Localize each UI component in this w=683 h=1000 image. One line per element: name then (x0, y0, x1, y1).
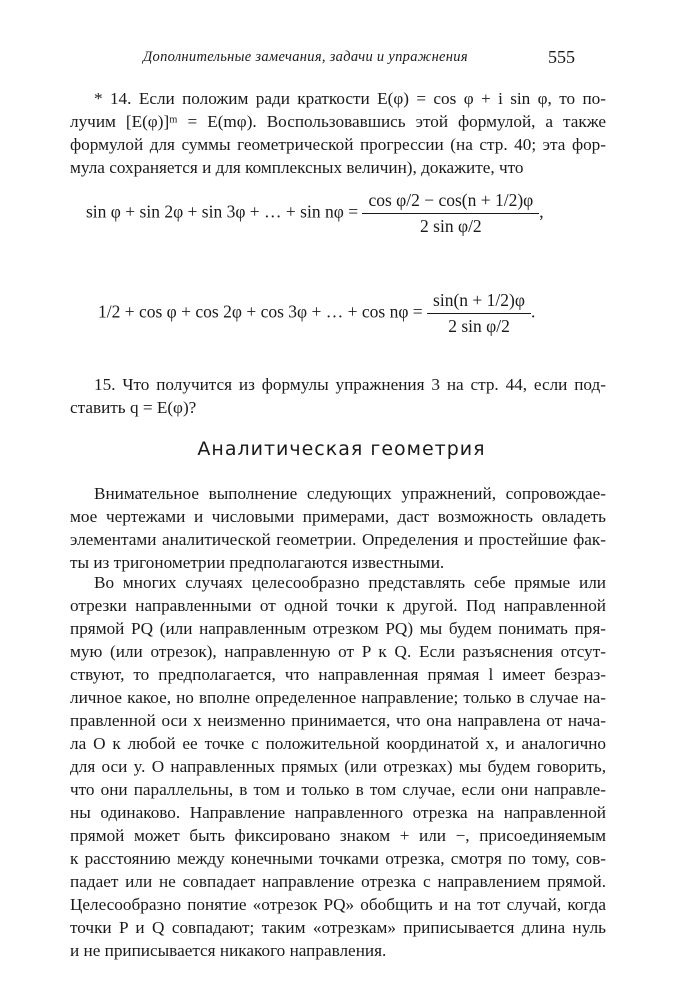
exercise-15 (70, 373, 606, 419)
formula-numerator: cos φ/2 − cos(n + 1/2)φ (362, 190, 539, 214)
text-line: что они параллельны, в том и только в том случае, если они направле- (70, 780, 606, 799)
text-line: 15. Что получится из формулы упражнения 3 на стр. 44, если под- (94, 375, 606, 394)
formula-lhs: 1/2 + cos φ + cos 2φ + cos 3φ + … + cos nφ = (98, 301, 423, 322)
text-line: мое чертежами и числовыми примерами, даст возможность овладеть (70, 507, 606, 526)
text-line: мую (или отрезок), направленную от P к Q. Если разъяснения отсут- (70, 642, 606, 661)
formula-denominator: 2 sin φ/2 (420, 216, 482, 236)
text-line: * 14. Если положим ради краткости E(φ) = cos φ + i sin φ, то по- (94, 89, 606, 108)
text-line: ла O к любой ее точке с положительной координатой x, и аналогично (70, 734, 606, 753)
page-header (0, 47, 683, 69)
formula-cosine-sum (98, 290, 535, 337)
text-line: прямой PQ (или направленным отрезком PQ) мы будем понимать пря- (70, 619, 606, 638)
formula-sine-sum (86, 190, 544, 237)
formula-trailing: , (539, 201, 544, 222)
text-line: Внимательное выполнение следующих упражнений, сопровождае- (94, 484, 606, 503)
paragraph-directed-lines (70, 571, 606, 962)
formula-fraction (362, 190, 539, 237)
text-line: и не приписывается никакого направления. (70, 941, 387, 960)
running-title: Дополнительные замечания, задачи и упражнения (143, 49, 468, 65)
text-line: для оси y. О направленных прямых (или отрезках) мы будем говорить, (70, 757, 606, 776)
text-line: к расстоянию между конечными точками отрезка, смотря по тому, сов- (70, 849, 606, 868)
text-line: отрезки направленными от одной точки к другой. Под направленной (70, 596, 606, 615)
formula-denominator: 2 sin φ/2 (448, 316, 510, 336)
section-heading: Аналитическая геометрия (197, 438, 486, 460)
formula-trailing: . (530, 301, 536, 322)
page-number: 555 (548, 47, 575, 67)
text-line: формулой для суммы геометрической прогрессии (на стр. 40; эта фор- (70, 135, 606, 154)
text-line: Целесообразно понятие «отрезок PQ» обобщить и на тот случай, когда (70, 895, 606, 914)
text-line: правленной оси x неизменно принимается, что она направлена от нача- (70, 711, 606, 730)
text-line: ствуют, то предполагается, что направленная прямая l имеет безраз- (70, 665, 606, 684)
text-line: падает или не совпадает направление отрезка с направлением прямой. (70, 872, 606, 891)
formula-lhs: sin φ + sin 2φ + sin 3φ + … + sin nφ = (86, 201, 359, 222)
text-line: прямой может быть фиксировано знаком + или −, присоединяемым (70, 826, 606, 845)
text-line: личное какое, но вполне определенное направление; только в случае на- (70, 688, 606, 707)
formula-fraction (427, 290, 531, 337)
exercise-14 (70, 87, 606, 179)
text-line: точки P и Q совпадают; таким «отрезкам» приписывается длина нуль (70, 918, 606, 937)
text-line: ны одинаково. Направление направленного отрезка на направленной (70, 803, 606, 822)
paragraph-intro (70, 482, 606, 574)
text-line: ты из тригонометрии предполагаются известными. (70, 553, 445, 572)
text-line: элементами аналитической геометрии. Определения и простейшие фак- (70, 530, 606, 549)
text-line: лучим [E(φ)]ᵐ = E(mφ). Воспользовавшись этой формулой, а также (70, 112, 606, 131)
text-line: Во многих случаях целесообразно представлять себе прямые или (94, 573, 606, 592)
text-line: ставить q = E(φ)? (70, 398, 197, 417)
text-line: мула сохраняется и для комплексных величин), докажите, что (70, 158, 524, 177)
formula-numerator: sin(n + 1/2)φ (427, 290, 531, 314)
